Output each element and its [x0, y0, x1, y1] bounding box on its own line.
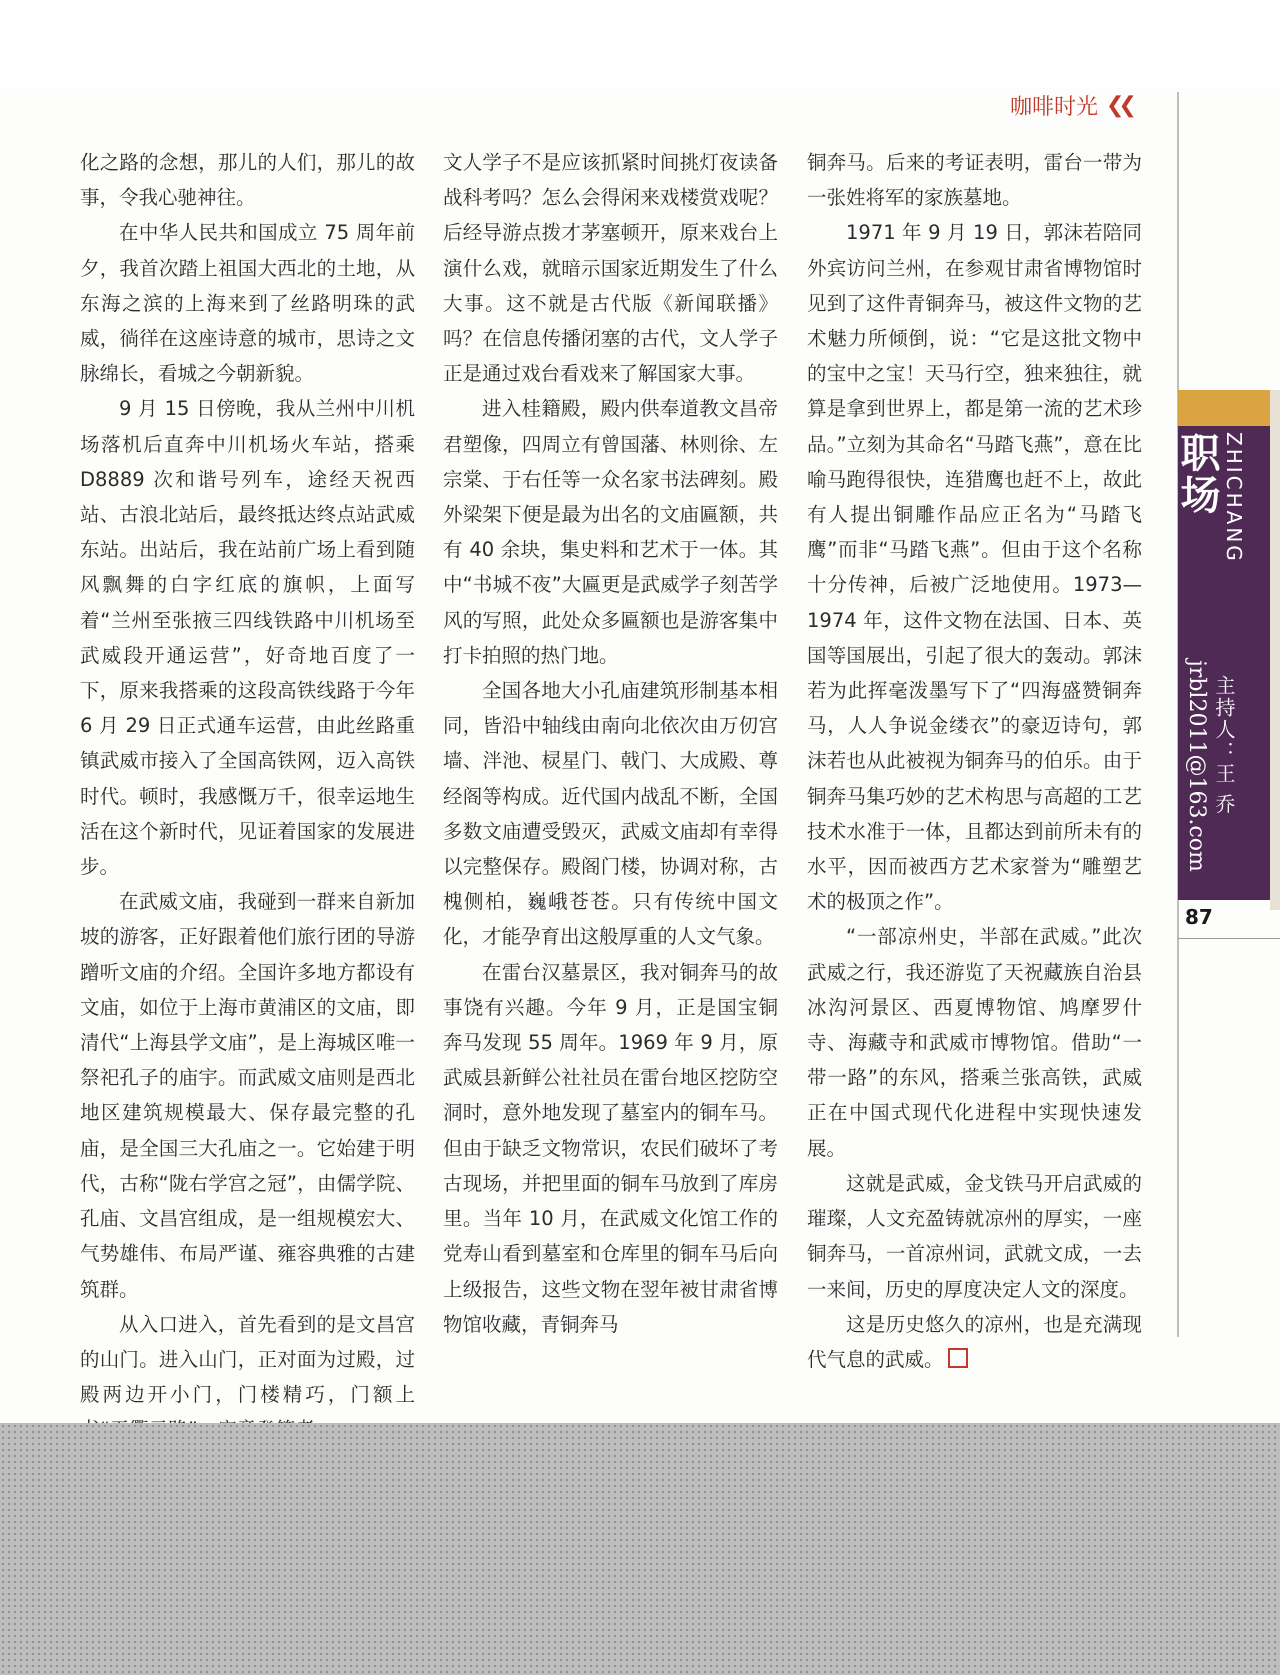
contact-email: jrbl2011@163.com [1184, 660, 1209, 872]
final-paragraph [807, 1307, 1142, 1377]
paragraph: 9 月 15 日傍晚，我从兰州中川机场落机后直奔中川机场火车站，搭乘 D8889 次和谐号列车，途经天祝西站、古浪北站后，最终抵达终点站武威东站。出站后，我在站前广场上看到随风飘舞的白字红底的旗帜，上面写着“兰州至张掖三四线铁路中川机场至武威段开通运营”，好奇地百度了一下，原来我搭乘的这段高铁线路于今年 6 月 29 日正式通车运营，由此丝路重镇武威市接入了全国高铁网，迈入高铁时代。顿时，我感慨万千，很幸运地生活在这个新时代，见证着国家的发展进步。 [80, 397, 415, 879]
paragraph: 全国各地大小孔庙建筑形制基本相同，皆沿中轴线由南向北依次由万仞宫墙、泮池、棂星门、戟门、大成殿、尊经阁等构成。近代国内战乱不断，全国多数文庙遭受毁灭，武威文庙却有幸得以完整保存。殿阁门楼，协调对称，古槐侧柏，巍峨苍苍。只有传统中国文化，才能孕育出这般厚重的人文气象。 [443, 679, 778, 949]
paragraph: 在中华人民共和国成立 75 周年前夕，我首次踏上祖国大西北的土地，从东海之滨的上海来到了丝路明珠的武威，徜徉在这座诗意的城市，思诗之文脉绵长，看城之今朝新貌。 [80, 221, 415, 386]
page-number: 87 [1185, 905, 1213, 929]
paragraph-text: 这是历史悠久的凉州，也是充满现代气息的武威。 [807, 1312, 1142, 1371]
section-title: 咖啡时光 [1010, 94, 1099, 120]
paragraph: “一部凉州史，半部在武威。”此次武威之行，我还游览了天祝藏族自治县冰沟河景区、西夏博物馆、鸠摩罗什寺、海藏寺和武威市博物馆。借助“一带一路”的东风，搭乘兰张高铁，武威正在中国式现代化进程中实现快速发展。 [807, 925, 1142, 1160]
article-column-1 [80, 145, 415, 1448]
page-edge [1270, 390, 1280, 910]
paragraph: 铜奔马。后来的考证表明，雷台一带为一张姓将军的家族墓地。 [807, 151, 1142, 210]
article-column-2 [443, 145, 778, 1342]
column-title: 职场 [1174, 432, 1220, 516]
paragraph: 1971 年 9 月 19 日，郭沫若陪同外宾访问兰州，在参观甘肃省博物馆时见到了这件青铜奔马，被这件文物的艺术魅力所倾倒，说：“它是这批文物中的宝中之宝！天马行空，独来独往，就算是拿到世界上，都是第一流的艺术珍品。”立刻为其命名“马踏飞燕”，意在比喻马跑得很快，连猎鹰也赶不上，故此有人提出铜雕作品应正名为“马踏飞鹰”而非“马踏飞燕”。但由于这个名称十分传神，后被广泛地使用。1973—1974 年，这件文物在法国、日本、英国等国展出，引起了很大的轰动。郭沫若为此挥毫泼墨写下了“四海盛赞铜奔马，人人争说金缕衣”的豪迈诗句，郭沫若也从此被视为铜奔马的伯乐。由于铜奔马集巧妙的艺术构思与高超的工艺技术水准于一体，且都达到前所未有的水平，因而被西方艺术家誉为“雕塑艺术的极顶之作”。 [807, 221, 1142, 914]
paragraph: 在武威文庙，我碰到一群来自新加坡的游客，正好跟着他们旅行团的导游蹭听文庙的介绍。全国许多地方都设有文庙，如位于上海市黄浦区的文庙，即清代“上海县学文庙”，是上海城区唯一祭祀孔子的庙宇。而武威文庙则是西北地区建筑规模最大、保存最完整的孔庙，是全国三大孔庙之一。它始建于明代，古称“陇右学宫之冠”，由儒学院、孔庙、文昌宫组成，是一组规模宏大、气势雄伟、布局严谨、雍容典雅的古建筑群。 [80, 890, 415, 1301]
article-column-3 [807, 145, 1142, 1377]
paragraph: 这就是武威，金戈铁马开启武威的璀璨，人文充盈铸就凉州的厚实，一座铜奔马，一首凉州词，武就文成，一去一来间，历史的厚度决定人文的深度。 [807, 1171, 1142, 1301]
paragraph: 文人学子不是应该抓紧时间挑灯夜读备战科考吗？怎么会得闲来戏楼赏戏呢？后经导游点拨才茅塞顿开，原来戏台上演什么戏，就暗示国家近期发生了什么大事。这不就是古代版《新闻联播》吗？在信息传播闭塞的古代，文人学子正是通过戏台看戏来了解国家大事。 [443, 151, 778, 386]
sidebar-tab-accent [1178, 390, 1280, 426]
end-mark-icon [948, 1348, 968, 1368]
section-header [1010, 88, 1131, 122]
paragraph: 在雷台汉墓景区，我对铜奔马的故事饶有兴趣。今年 9 月，正是国宝铜奔马发现 55 周年。1969 年 9 月，原武威县新鲜公社社员在雷台地区挖防空洞时，意外地发现了墓室内的铜车马。但由于缺乏文物常识，农民们破坏了考古现场，并把里面的铜车马放到了库房里。当年 10 月，在武威文化馆工作的党寿山看到墓室和仓库里的铜车马后向上级报告，这些文物在翌年被甘肃省博物馆收藏，青铜奔马 [443, 960, 778, 1336]
paragraph: 从入口进入，首先看到的是文昌宫的山门。进入山门，正对面为过殿，过殿两边开小门，门楼精巧，门额上 [80, 1312, 415, 1407]
host-credit: 主持人：王 乔 [1212, 675, 1236, 816]
column-pinyin: ZHICHANG [1222, 432, 1246, 564]
scan-background [0, 1423, 1280, 1675]
paragraph: 化之路的念想，那儿的人们，那儿的故事，令我心驰神往。 [80, 151, 415, 210]
paragraph: 进入桂籍殿，殿内供奉道教文昌帝君塑像，四周立有曾国藩、林则徐、左宗棠、于右任等一众名家书法碑刻。殿外梁架下便是最为出名的文庙匾额，共有 40 余块，集史料和艺术于一体。其中“书城不夜”大匾更是武威学子刻苦学风的写照，此处众多匾额也是游客集中打卡拍照的热门地。 [443, 397, 778, 667]
page-number-rule [1178, 938, 1280, 939]
top-margin [0, 0, 1280, 88]
double-chevron-icon: ❮❮ [1106, 92, 1131, 118]
